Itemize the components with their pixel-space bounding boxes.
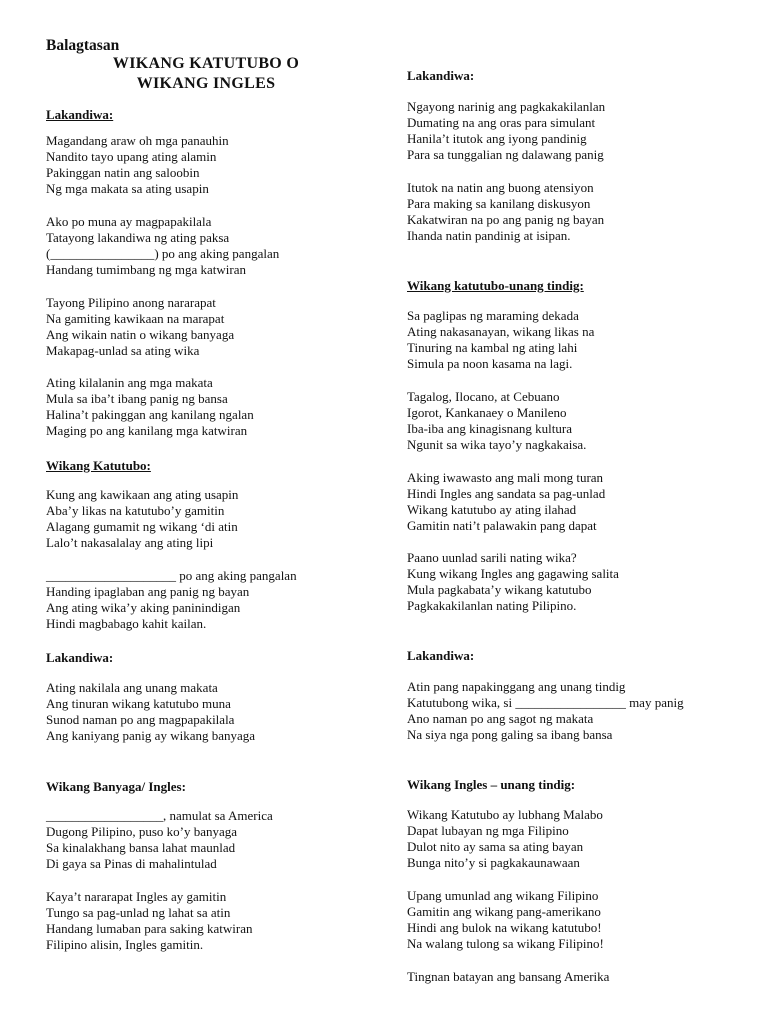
main-title-line-2: WIKANG INGLES bbox=[136, 75, 276, 92]
verse-line: Ang kaniyang panig ay wikang banyaga bbox=[46, 728, 256, 744]
verse-line: Katutubong wika, si _________________ may panig bbox=[407, 695, 684, 711]
stanza bbox=[407, 470, 605, 534]
verse-line: Tagalog, Ilocano, at Cebuano bbox=[407, 389, 560, 404]
stanza bbox=[46, 568, 297, 632]
verse-line: Ngayong narinig ang pagkakakilanlan bbox=[407, 99, 606, 114]
stanza bbox=[46, 680, 255, 744]
verse-line: Gamitin nati’t palawakin pang dapat bbox=[407, 518, 597, 534]
verse-line: Ng mga makata sa ating usapin bbox=[46, 181, 209, 197]
stanza bbox=[46, 487, 238, 551]
verse-line: Kaya’t nararapat Ingles ay gamitin bbox=[46, 889, 227, 904]
verse-line: Handang lumaban para saking katwiran bbox=[46, 921, 253, 937]
verse-line: Halina’t pakinggan ang kanilang ngalan bbox=[46, 407, 254, 423]
verse-line: Kakatwiran na po ang panig ng bayan bbox=[407, 212, 605, 228]
stanza bbox=[46, 808, 273, 872]
verse-line: Hanila’t itutok ang iyong pandinig bbox=[407, 131, 587, 147]
verse-line: Na walang tulong sa wikang Filipino! bbox=[407, 936, 604, 952]
verse-line: Ang ating wika’y aking paninindigan bbox=[46, 600, 241, 616]
verse-line: Ating kilalanin ang mga makata bbox=[46, 375, 213, 390]
verse-line: Sa paglipas ng maraming dekada bbox=[407, 308, 579, 323]
verse-line: Di gaya sa Pinas di mahalintulad bbox=[46, 856, 217, 872]
stanza bbox=[407, 550, 619, 614]
verse-line: Na siya nga pong galing sa ibang bansa bbox=[407, 727, 613, 743]
stanza bbox=[46, 889, 252, 953]
verse-line: ____________________ po ang aking pangalan bbox=[46, 568, 297, 583]
stanza bbox=[407, 679, 684, 743]
verse-line: Para making sa kanilang diskusyon bbox=[407, 196, 591, 212]
verse-line: Paano uunlad sarili nating wika? bbox=[407, 550, 577, 565]
verse-line: Iba-iba ang kinagisnang kultura bbox=[407, 421, 572, 437]
verse-line: Filipino alisin, Ingles gamitin. bbox=[46, 937, 204, 953]
verse-line: Igorot, Kankanaey o Manileno bbox=[407, 405, 567, 421]
verse-line: Mula sa iba’t ibang panig ng bansa bbox=[46, 391, 228, 407]
verse-line: Ihanda natin pandinig at isipan. bbox=[407, 228, 571, 244]
verse-line: Hindi magbabago kahit kailan. bbox=[46, 616, 207, 632]
verse-line: Tatayong lakandiwa ng ating paksa bbox=[46, 230, 230, 246]
verse-line: Tingnan batayan ang bansang Amerika bbox=[407, 969, 610, 984]
verse-line: Sunod naman po ang magpapakilala bbox=[46, 712, 235, 728]
verse-line: Sa kinalakhang bansa lahat maunlad bbox=[46, 840, 236, 856]
verse-line: Pagkakakilanlan nating Pilipino. bbox=[407, 598, 577, 614]
stanza bbox=[407, 807, 603, 871]
main-title-line-1: WIKANG KATUTUBO O bbox=[112, 55, 300, 72]
verse-line: __________________, namulat sa America bbox=[46, 808, 273, 823]
stanza bbox=[407, 308, 594, 372]
verse-line: Aba’y likas na katutubo’y gamitin bbox=[46, 503, 225, 519]
verse-line: Ang tinuran wikang katutubo muna bbox=[46, 696, 231, 712]
doc-label: Balagtasan bbox=[46, 37, 120, 54]
verse-line: Ating nakilala ang unang makata bbox=[46, 680, 218, 695]
verse-line: Hindi Ingles ang sandata sa pag-unlad bbox=[407, 486, 606, 502]
stanza bbox=[46, 375, 254, 439]
verse-line: Atin pang napakinggang ang unang tindig bbox=[407, 679, 626, 694]
verse-line: Nandito tayo upang ating alamin bbox=[46, 149, 217, 165]
verse-line: Ano naman po ang sagot ng makata bbox=[407, 711, 594, 727]
stanza bbox=[46, 295, 234, 359]
verse-line: Tungo sa pag-unlad ng lahat sa atin bbox=[46, 905, 231, 921]
verse-line: Alagang gumamit ng wikang ‘di atin bbox=[46, 519, 238, 535]
section-heading: Lakandiwa: bbox=[46, 650, 114, 665]
verse-line: Maging po ang kanilang mga katwiran bbox=[46, 423, 248, 439]
verse-line: Gamitin ang wikang pang-amerikano bbox=[407, 904, 601, 920]
verse-line: Itutok na natin ang buong atensiyon bbox=[407, 180, 594, 195]
verse-line: Upang umunlad ang wikang Filipino bbox=[407, 888, 599, 903]
verse-line: Mula pagkabata’y wikang katutubo bbox=[407, 582, 592, 598]
verse-line: Wikang katutubo ay ating ilahad bbox=[407, 502, 577, 518]
verse-line: Ngunit sa wika tayo’y nagkakaisa. bbox=[407, 437, 587, 453]
verse-line: Pakinggan natin ang saloobin bbox=[46, 165, 200, 181]
section-heading: Wikang Ingles – unang tindig: bbox=[407, 777, 576, 792]
verse-line: Bunga nito’y si pagkakaunawaan bbox=[407, 855, 580, 871]
verse-line: Dulot nito ay sama sa ating bayan bbox=[407, 839, 584, 855]
verse-line: Ang wikain natin o wikang banyaga bbox=[46, 327, 235, 343]
verse-line: (________________) po ang aking pangalan bbox=[46, 246, 280, 262]
stanza bbox=[407, 99, 605, 163]
verse-line: Ating nakasanayan, wikang likas na bbox=[407, 324, 595, 340]
verse-line: Tinuring na kambal ng ating lahi bbox=[407, 340, 578, 356]
verse-line: Simula pa noon kasama na lagi. bbox=[407, 356, 573, 372]
stanza bbox=[407, 888, 604, 952]
verse-line: Lalo’t nakasalalay ang ating lipi bbox=[46, 535, 214, 551]
verse-line: Wikang Katutubo ay lubhang Malabo bbox=[407, 807, 603, 822]
section-heading: Lakandiwa: bbox=[407, 68, 475, 83]
stanza bbox=[407, 389, 586, 453]
verse-line: Ako po muna ay magpapakilala bbox=[46, 214, 212, 229]
verse-line: Makapag-unlad sa ating wika bbox=[46, 343, 200, 359]
verse-line: Hindi ang bulok na wikang katutubo! bbox=[407, 920, 602, 936]
verse-line: Dugong Pilipino, puso ko’y banyaga bbox=[46, 824, 238, 840]
verse-line: Handang tumimbang ng mga katwiran bbox=[46, 262, 247, 278]
verse-line: Para sa tunggalian ng dalawang panig bbox=[407, 147, 604, 163]
verse-line: Aking iwawasto ang mali mong turan bbox=[407, 470, 604, 485]
stanza bbox=[407, 969, 609, 985]
verse-line: Kung wikang Ingles ang gagawing salita bbox=[407, 566, 619, 582]
section-heading: Lakandiwa: bbox=[46, 107, 114, 122]
section-heading: Wikang Katutubo: bbox=[46, 458, 151, 473]
verse-line: Magandang araw oh mga panauhin bbox=[46, 133, 229, 148]
verse-line: Dumating na ang oras para simulant bbox=[407, 115, 596, 131]
verse-line: Na gamiting kawikaan na marapat bbox=[46, 311, 225, 327]
verse-line: Tayong Pilipino anong nararapat bbox=[46, 295, 216, 310]
verse-line: Dapat lubayan ng mga Filipino bbox=[407, 823, 569, 839]
verse-line: Handing ipaglaban ang panig ng bayan bbox=[46, 584, 250, 600]
stanza bbox=[46, 133, 229, 197]
section-heading: Lakandiwa: bbox=[407, 648, 475, 663]
section-heading: Wikang Banyaga/ Ingles: bbox=[46, 779, 186, 794]
verse-line: Kung ang kawikaan ang ating usapin bbox=[46, 487, 239, 502]
stanza bbox=[46, 214, 279, 278]
section-heading: Wikang katutubo-unang tindig: bbox=[407, 278, 584, 293]
stanza bbox=[407, 180, 604, 244]
